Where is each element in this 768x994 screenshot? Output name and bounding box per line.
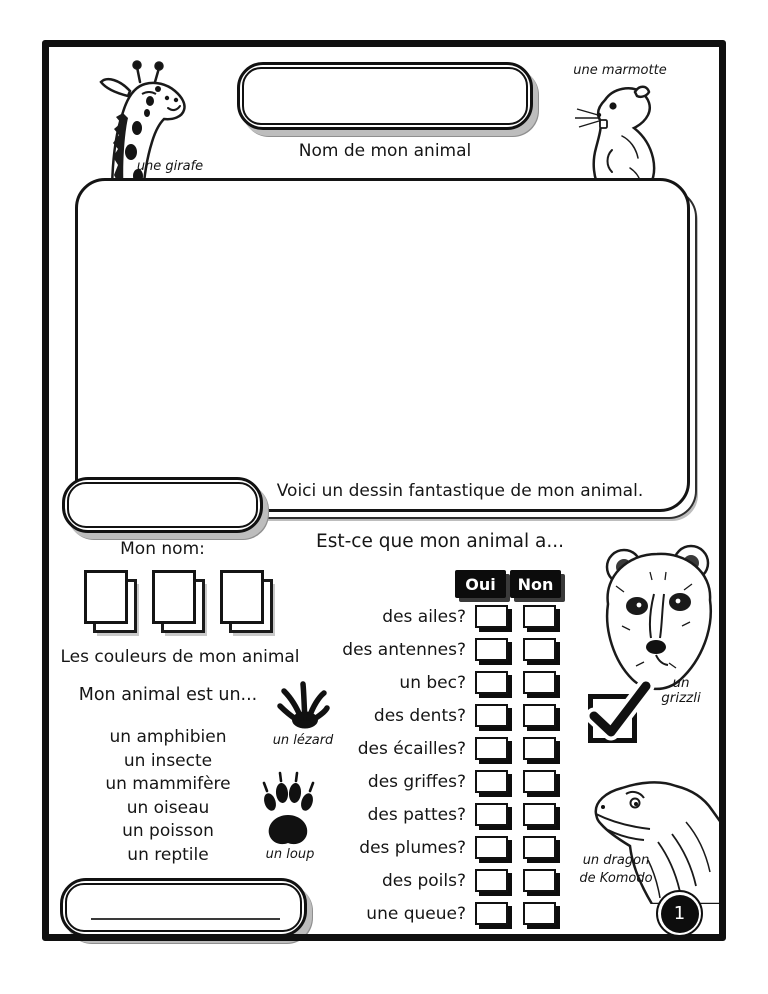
- checklist-row-pattes: [322, 798, 556, 831]
- oui-checkbox-griffes[interactable]: [475, 770, 508, 793]
- giraffe-caption: une girafe: [136, 159, 204, 174]
- animal-type-heading: Mon animal est un...: [78, 685, 258, 705]
- signature-input-box[interactable]: [60, 878, 307, 937]
- colors-label: Les couleurs de mon animal: [60, 647, 300, 667]
- wolf-paw-icon: [258, 770, 318, 846]
- checklist: [322, 600, 556, 930]
- checklist-row-griffes: [322, 765, 556, 798]
- color-squares: [84, 570, 264, 624]
- checklist-item-label: des dents?: [373, 705, 466, 726]
- checklist-item-label: une queue?: [366, 903, 466, 924]
- drawing-caption: Voici un dessin fantastique de mon animal.: [276, 481, 644, 501]
- checklist-item-label: un bec?: [399, 672, 466, 693]
- color-square-3[interactable]: [220, 570, 264, 624]
- signature-line[interactable]: [91, 918, 280, 920]
- non-header-button: Non: [510, 570, 561, 598]
- checklist-item-label: des griffes?: [367, 771, 466, 792]
- option-amphibien: un amphibien: [109, 727, 227, 747]
- grizzli-caption-line2: grizzli: [661, 690, 701, 706]
- my-name-input-box[interactable]: [62, 477, 263, 533]
- drawing-area[interactable]: [75, 178, 690, 512]
- checklist-item-label: des antennes?: [342, 639, 466, 660]
- option-oiseau: un oiseau: [126, 797, 210, 818]
- non-checkbox-bec[interactable]: [523, 671, 556, 694]
- giraffe-illustration: [78, 56, 196, 196]
- option-mammifere: un mammifère: [105, 774, 231, 795]
- oui-checkbox-antennes[interactable]: [475, 638, 508, 661]
- option-reptile: un reptile: [127, 844, 209, 865]
- checklist-row-dents: [322, 699, 556, 732]
- non-checkbox-poils[interactable]: [523, 869, 556, 892]
- animal-name-label: Nom de mon animal: [298, 141, 472, 161]
- oui-checkbox-ailes[interactable]: [475, 605, 508, 628]
- checklist-row-poils: [322, 864, 556, 897]
- page-number: 1: [661, 895, 699, 933]
- non-checkbox-plumes[interactable]: [523, 836, 556, 859]
- non-checkbox-ailes[interactable]: [523, 605, 556, 628]
- checkmark-icon: [578, 672, 656, 748]
- non-checkbox-pattes[interactable]: [523, 803, 556, 826]
- animal-type-options: [68, 726, 268, 868]
- checklist-item-label: des écailles?: [357, 738, 466, 759]
- non-checkbox-antennes[interactable]: [523, 638, 556, 661]
- checklist-row-ecailles: [322, 732, 556, 765]
- oui-checkbox-pattes[interactable]: [475, 803, 508, 826]
- checklist-item-label: des ailes?: [382, 606, 466, 627]
- checklist-row-bec: [322, 666, 556, 699]
- oui-header-button: Oui: [455, 570, 506, 598]
- non-checkbox-griffes[interactable]: [523, 770, 556, 793]
- grizzli-caption: [648, 676, 714, 706]
- oui-checkbox-plumes[interactable]: [475, 836, 508, 859]
- marmotte-caption: une marmotte: [573, 63, 667, 78]
- color-square-1[interactable]: [84, 570, 128, 624]
- marmotte-illustration: [572, 80, 668, 192]
- option-poisson: un poisson: [122, 821, 214, 842]
- checklist-row-ailes: [322, 600, 556, 633]
- checklist-item-label: des poils?: [381, 870, 466, 891]
- non-checkbox-queue[interactable]: [523, 902, 556, 925]
- oui-checkbox-poils[interactable]: [475, 869, 508, 892]
- color-square-2[interactable]: [152, 570, 196, 624]
- oui-checkbox-bec[interactable]: [475, 671, 508, 694]
- oui-checkbox-dents[interactable]: [475, 704, 508, 727]
- komodo-caption-line1: un dragon: [582, 853, 650, 868]
- option-insecte: un insecte: [123, 750, 213, 771]
- lizard-caption: un lézard: [272, 733, 334, 748]
- checklist-row-queue: [322, 897, 556, 930]
- checklist-heading: Est-ce que mon animal a...: [316, 531, 564, 552]
- checklist-row-plumes: [322, 831, 556, 864]
- wolf-caption: un loup: [265, 847, 315, 862]
- checklist-row-antennes: [322, 633, 556, 666]
- oui-checkbox-ecailles[interactable]: [475, 737, 508, 760]
- animal-name-input-box[interactable]: [237, 62, 533, 130]
- my-name-label: Mon nom:: [120, 539, 205, 559]
- non-checkbox-ecailles[interactable]: [523, 737, 556, 760]
- checklist-item-label: des pattes?: [367, 804, 466, 825]
- page-number-badge: [656, 890, 703, 937]
- komodo-caption-line2: de Komodo: [579, 871, 653, 886]
- checklist-item-label: des plumes?: [359, 837, 466, 858]
- non-checkbox-dents[interactable]: [523, 704, 556, 727]
- komodo-caption: [574, 852, 658, 888]
- oui-checkbox-queue[interactable]: [475, 902, 508, 925]
- grizzli-caption-line1: un: [672, 675, 690, 691]
